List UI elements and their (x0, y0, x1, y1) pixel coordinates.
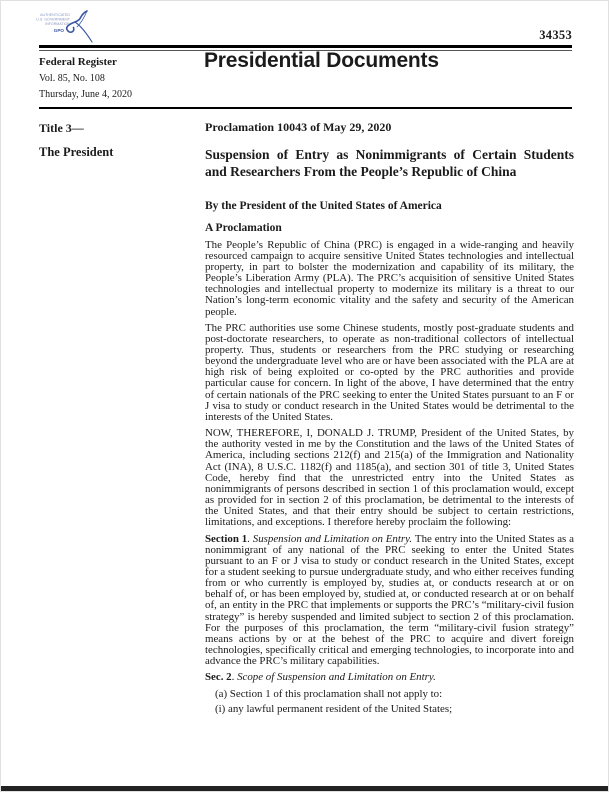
section-1-paragraph (205, 534, 574, 668)
masthead-bottom-rule (39, 107, 572, 109)
document-body (205, 121, 574, 720)
document-title (205, 146, 574, 181)
proclamation-heading: A Proclamation (205, 221, 282, 234)
body-paragraph-2: The PRC authorities use some Chinese students, mostly post-graduate students and post-doctorate researchers, to operate as non-traditional collectors of intellectual property. Thus, students or researchers from the PRC studying or researching beyond the undergraduate level who are or have been associated with the PLA are at high risk of being exploited or co-opted by the PRC authorities and provide particular cause for concern. In light of the above, I have determined that the entry of certain nationals of the PRC seeking to enter the United States pursuant to an F or J visa to study or conduct research in the United States would be detrimental to the interests of the United States. (205, 321, 574, 423)
title-number: Title 3— (39, 121, 84, 135)
logo-gpo-text: GPO (53, 28, 64, 33)
subsection-a: (a) Section 1 of this proclamation shall not apply to: (215, 687, 443, 700)
byline: By the President of the United States of America (205, 199, 442, 212)
section-heading: Presidential Documents (204, 49, 439, 72)
proclamation-number-line: Proclamation 10043 of May 29, 2020 (205, 120, 392, 134)
date-line: Thursday, June 4, 2020 (39, 89, 132, 100)
page-number: 34353 (539, 28, 572, 42)
body-paragraph-1: The People’s Republic of China (PRC) is engaged in a wide-ranging and heavily resourced campaign to acquire sensitive United States technologies and intellectual property, in part to bolster the modernization and capability of its military, the People’s Liberation Army (PLA). The PRC’s acquisition of sensitive United States technologies and intellectual property to modernize its military is a threat to our Nation’s long-term economic vitality and the safety and security of the American people. (205, 238, 574, 318)
section-1-separator: . (247, 532, 253, 545)
volume-line: Vol. 85, No. 108 (39, 73, 105, 84)
section-1-label: Section 1 (205, 532, 248, 545)
section-1-text: The entry into the United States as a nonimmigrant of any national of the PRC seeking to enter the United States pursuant to an F or J visa to study or conduct research in the United States, except for a student seeking to pursue undergraduate study, and who either receives funding from or who currently is employed by, studies at, or conducts research at or on behalf of, or has been employed by, studied at, or conducted research at or on behalf of, an entity in the PRC that implements or supports the PRC’s “military-civil fusion strategy” is hereby suspended and limited subject to section 2 of this proclamation. For the purposes of this proclamation, the term “military-civil fusion strategy” means actions by or at the behest of the PRC to acquire and divert foreign technologies, specifically critical and emerging technologies, to incorporate into and advance the PRC’s military capabilities. (205, 532, 574, 668)
journal-title: Federal Register (39, 56, 117, 68)
document-title-line2: and Researchers From the People’s Republic of China (205, 164, 517, 180)
page-bottom-scan-bar (1, 786, 608, 791)
section-1-title: Suspension and Limitation on Entry. (252, 532, 415, 545)
gpo-swoosh-icon (67, 11, 92, 42)
document-title-line1: Suspension of Entry as Nonimmigrants of Certain Students (205, 147, 574, 162)
section-2-label: Sec. 2 (205, 671, 232, 684)
logo-line-government: U.S. GOVERNMENT (36, 17, 70, 22)
title-holder: The President (39, 145, 114, 159)
gpo-authenticated-logo (34, 9, 98, 45)
body-paragraph-3: NOW, THEREFORE, I, DONALD J. TRUMP, President of the United States, by the authority vested in me by the Constitution and the laws of the United States of America, including sections 212(f) and 215(a) of the Immigration and Nationality Act (INA), 8 U.S.C. 1182(f) and 1185(a), and section 301 of title 3, United States Code, hereby find that the unrestricted entry into the United States as nonimmigrants of persons described in section 1 of this proclamation would, except as provided for in section 2 of this proclamation, be detrimental to the interests of the United States, and that their entry should be subject to certain restrictions, limitations, and exceptions. I therefore hereby proclaim the following: (205, 427, 574, 529)
section-2-heading (205, 672, 574, 683)
section-2-title: Scope of Suspension and Limitation on Entry. (237, 671, 436, 684)
logo-line-information: INFORMATION (45, 22, 70, 26)
logo-line-authenticated: AUTHENTICATED (40, 13, 70, 17)
clause-i: (i) any lawful permanent resident of the United States; (215, 703, 453, 716)
section-2-separator: . (231, 671, 238, 684)
